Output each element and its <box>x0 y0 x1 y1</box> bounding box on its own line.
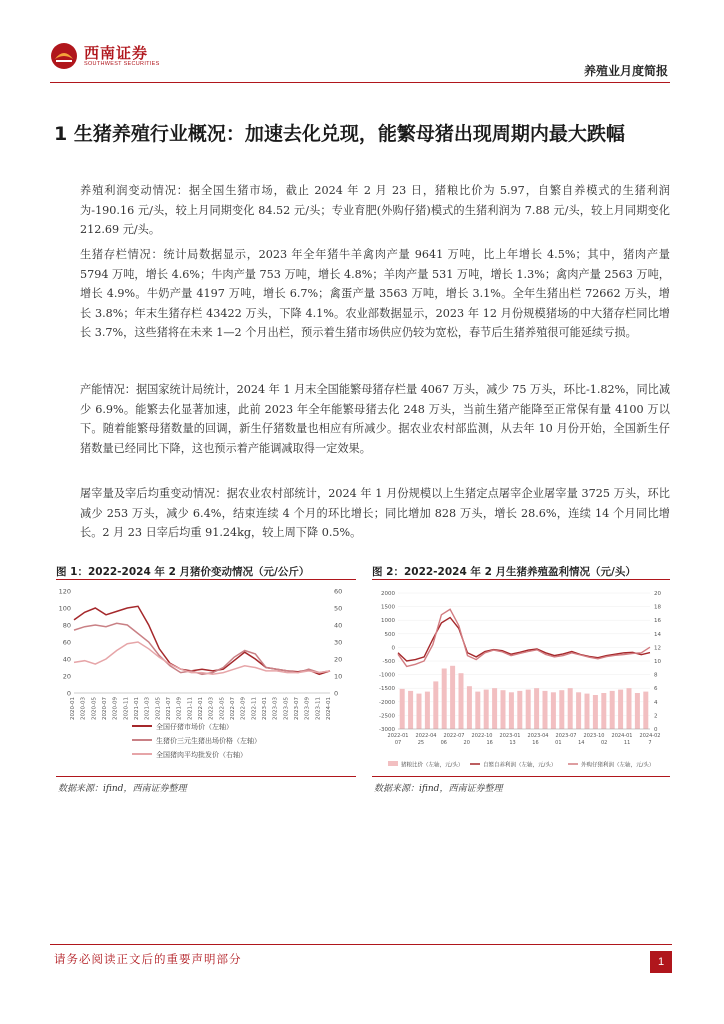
bar <box>484 690 489 729</box>
x-tick-label: 2021-09 <box>176 697 183 720</box>
legend-label: 猪粮比价（左轴，元/头） <box>401 762 464 769</box>
legend-label: 全国仔猪市场价（左轴） <box>156 723 233 731</box>
bar <box>400 689 405 729</box>
bar <box>467 686 472 729</box>
x-tick-sublabel: 16 <box>486 740 493 746</box>
y-right-tick-label: 0 <box>654 727 658 733</box>
x-tick-sublabel: 02 <box>600 740 608 746</box>
figure-1-bottom-rule <box>56 776 356 777</box>
y-right-tick-label: 30 <box>334 638 343 647</box>
bar <box>585 694 590 729</box>
y-right-tick-label: 60 <box>334 587 343 596</box>
bar <box>534 688 539 729</box>
y-right-tick-label: 12 <box>654 645 661 652</box>
company-logo <box>50 38 170 76</box>
bar <box>450 666 455 729</box>
y-right-tick-label: 50 <box>334 604 343 613</box>
y-right-tick-label: 18 <box>654 604 661 611</box>
x-tick-label: 2022-07 <box>443 733 465 739</box>
figure-1-title: 图 1：2022-2024 年 2 月猪价变动情况（元/公斤） <box>56 566 310 578</box>
y-right-tick-label: 6 <box>654 686 658 693</box>
bar <box>442 669 447 730</box>
series-line-2 <box>398 609 650 666</box>
x-tick-label: 2020-07 <box>102 697 108 720</box>
x-tick-label: 2024-01 <box>326 697 332 720</box>
x-tick-sublabel: 14 <box>578 740 585 746</box>
x-tick-label: 2020-11 <box>123 697 130 720</box>
y-left-tick-label: -1000 <box>379 672 395 679</box>
y-left-tick-label: 100 <box>58 604 71 613</box>
figure-2-chart <box>372 583 670 773</box>
y-right-tick-label: 0 <box>334 689 339 698</box>
bar <box>517 691 522 729</box>
y-left-tick-label: 0 <box>391 645 395 652</box>
legend-swatch <box>388 761 398 766</box>
x-tick-label: 2022-10 <box>471 733 493 739</box>
y-right-tick-label: 14 <box>654 631 661 638</box>
x-tick-label: 2022-04 <box>415 733 437 739</box>
series-line-1 <box>74 606 330 674</box>
figure-1-source: 数据来源：ifind，西南证券整理 <box>58 784 187 794</box>
x-tick-label: 2020-03 <box>80 697 87 720</box>
x-tick-sublabel: 07 <box>394 740 402 746</box>
bar <box>475 692 480 729</box>
x-tick-label: 2022-01 <box>387 733 409 739</box>
bar <box>559 690 564 729</box>
x-tick-label: 2022-11 <box>251 697 258 720</box>
y-left-tick-label: -2500 <box>379 713 395 720</box>
series-line-1 <box>398 618 650 662</box>
y-left-tick-label: 1000 <box>381 618 395 625</box>
x-tick-sublabel: 06 <box>440 740 448 746</box>
x-tick-label: 2020-01 <box>70 697 76 720</box>
x-tick-label: 2022-05 <box>219 697 226 720</box>
x-tick-label: 2021-11 <box>187 697 194 720</box>
y-left-tick-label: -2000 <box>379 699 395 706</box>
x-tick-label: 2023-07 <box>294 697 300 720</box>
x-tick-label: 2020-09 <box>112 697 119 720</box>
x-tick-label: 2023-10 <box>583 733 605 739</box>
y-left-tick-label: -500 <box>382 659 395 665</box>
y-right-tick-label: 40 <box>334 621 343 630</box>
bar <box>543 691 548 729</box>
logo-mark-icon <box>50 42 78 70</box>
bar <box>635 693 640 729</box>
y-right-tick-label: 2 <box>654 713 658 720</box>
bar <box>433 681 438 729</box>
figure-2-top-rule <box>372 579 670 580</box>
x-tick-label: 2023-09 <box>304 697 311 720</box>
legend-label: 自繁自养利润（左轴，元/头） <box>483 762 557 769</box>
y-right-tick-label: 20 <box>654 591 661 597</box>
paragraph-capacity: 产能情况：据国家统计局统计，2024 年 1 月末全国能繁母猪存栏量 4067 万头，减少 75 万头，环比-1.82%，同比减少 6.9%。能繁去化显著加速，此前 2023 年全年能繁母猪去化 248 万头，当前生猪产能降至正常保有量 4100 万以下。随着能繁母猪数量的回调，新生仔猪数量也相应有所减少。据农业农村部监测，从去年 10 月份开始，全国新生仔猪数量已经同比下降，这也预示着产能调减取得一定效果。 <box>80 383 671 455</box>
paragraph-inventory: 生猪存栏情况：统计局数据显示，2023 年全年猪牛羊禽肉产量 9641 万吨，比上年增长 4.5%；其中，猪肉产量 5794 万吨，增长 4.6%；牛肉产量 753 万吨，增长 4.8%；羊肉产量 531 万吨，增长 1.3%；禽肉产量 2563 万吨，增长 4.9%。牛奶产量 4197 万吨，增长 6.7%；禽蛋产量 3563 万吨，增长 3.1%。全年生猪出栏 72662 万头，增长 3.8%；年末生猪存栏 43422 万头，下降 4.1%。农业部数据显示，2023 年 12 月份规模猪场的中大猪存栏同比增长 3.7%，这些猪将在未来 1—2 个月出栏，预示着生猪市场供应仍较为宽松，春节后生猪养殖很可能延续亏损。 <box>80 248 670 339</box>
logo-name-cn: 西南证券 <box>84 44 149 62</box>
x-tick-label: 2023-04 <box>527 733 549 739</box>
x-tick-label: 2023-07 <box>555 733 577 739</box>
x-tick-label: 2023-03 <box>272 697 279 720</box>
header-divider <box>50 82 670 83</box>
x-tick-sublabel: 13 <box>509 740 516 746</box>
bar <box>509 692 514 729</box>
paragraph-slaughter: 屠宰量及宰后均重变动情况：据农业农村部统计，2024 年 1 月份规模以上生猪定点屠宰企业屠宰量 3725 万头，环比减少 253 万头，减少 6.4%，结束连续 4 个月的环比增长；同比增加 828 万头，增长 28.6%，连续 14 个月同比增长。2 月 23 日宰后均重 91.24kg，较上周下降 0.5%。 <box>80 487 670 539</box>
bar <box>408 691 413 729</box>
y-left-tick-label: -1500 <box>379 686 395 693</box>
y-left-tick-label: 2000 <box>381 591 395 597</box>
bar <box>501 690 506 729</box>
legend-label: 外购仔猪利润（左轴，元/头） <box>581 762 655 769</box>
x-tick-label: 2022-01 <box>198 697 204 720</box>
y-left-tick-label: 60 <box>62 638 71 647</box>
x-tick-label: 2021-01 <box>134 697 140 720</box>
bar <box>593 695 598 729</box>
report-type: 养殖业月度简报 <box>583 64 668 78</box>
bar <box>643 692 648 729</box>
bar <box>425 692 430 729</box>
bar <box>417 694 422 729</box>
y-right-tick-label: 10 <box>654 659 661 665</box>
bar <box>618 690 623 729</box>
x-tick-label: 2021-03 <box>144 697 151 720</box>
x-tick-sublabel: 20 <box>463 740 470 746</box>
figure-2-source: 数据来源：ifind，西南证券整理 <box>374 784 503 794</box>
y-right-tick-label: 10 <box>334 672 343 681</box>
y-left-tick-label: 0 <box>66 689 71 698</box>
x-tick-sublabel: 16 <box>532 740 539 746</box>
x-tick-label: 2023-11 <box>315 697 322 720</box>
y-left-tick-label: 500 <box>384 631 395 638</box>
page-number: 1 <box>650 951 672 973</box>
x-tick-label: 2022-03 <box>208 697 215 720</box>
x-tick-label: 2024-01 <box>611 733 633 739</box>
section-title: 1 生猪养殖行业概况：加速去化兑现，能繁母猪出现周期内最大跌幅 <box>54 123 625 145</box>
y-left-tick-label: 1500 <box>381 604 395 611</box>
legend-label: 生猪价三元生猪出场价格（左轴） <box>156 737 261 745</box>
x-tick-label: 2023-05 <box>283 697 290 720</box>
y-right-tick-label: 16 <box>654 618 661 625</box>
y-right-tick-label: 20 <box>334 655 343 664</box>
bar <box>568 688 573 729</box>
x-tick-label: 2020-05 <box>91 697 98 720</box>
x-tick-label: 2022-07 <box>230 697 236 720</box>
figure-1-chart <box>56 583 356 773</box>
bar <box>551 692 556 729</box>
legend-label: 全国猪肉平均批发价（右轴） <box>156 751 247 759</box>
bar <box>576 692 581 729</box>
y-right-tick-label: 8 <box>654 672 658 679</box>
x-tick-label: 2023-01 <box>499 733 521 739</box>
series-line-2 <box>74 623 330 674</box>
bar <box>526 690 531 729</box>
x-tick-sublabel: 01 <box>555 740 562 746</box>
paragraph-profit: 养殖利润变动情况：据全国生猪市场，截止 2024 年 2 月 23 日，猪粮比价为 5.97，自繁自养模式的生猪利润为-190.16 元/头，较上月同期变化 84.52 元/头；专业育肥(外购仔猪)模式的生猪利润为 7.88 元/头，较上月同期变化 212.69 元/头。 <box>80 184 670 236</box>
x-tick-label: 2021-07 <box>166 697 172 720</box>
y-right-tick-label: 4 <box>654 699 658 706</box>
footer-divider <box>50 944 672 945</box>
x-tick-label: 2021-05 <box>155 697 162 720</box>
y-left-tick-label: 20 <box>62 672 71 681</box>
x-tick-sublabel: 25 <box>417 740 425 746</box>
logo-name-en: SOUTHWEST SECURITIES <box>84 61 160 67</box>
x-tick-label: 2023-01 <box>262 697 268 720</box>
footer-disclaimer: 请务必阅读正文后的重要声明部分 <box>54 952 242 966</box>
bar <box>610 691 615 729</box>
figure-1-top-rule <box>56 579 356 580</box>
y-left-tick-label: 40 <box>62 655 71 664</box>
y-left-tick-label: 80 <box>62 621 71 630</box>
figure-2-bottom-rule <box>372 776 670 777</box>
bar <box>492 688 497 729</box>
x-tick-label: 2022-09 <box>240 697 247 720</box>
bar <box>459 673 464 729</box>
x-tick-sublabel: 7 <box>648 740 652 746</box>
x-tick-label: 2024-02 <box>639 733 661 739</box>
x-tick-sublabel: 11 <box>623 740 631 746</box>
bar <box>601 693 606 729</box>
figure-2-title: 图 2：2022-2024 年 2 月生猪养殖盈利情况（元/头） <box>372 566 636 578</box>
y-left-tick-label: -3000 <box>379 727 395 733</box>
bar <box>627 688 632 729</box>
y-left-tick-label: 120 <box>58 587 71 596</box>
